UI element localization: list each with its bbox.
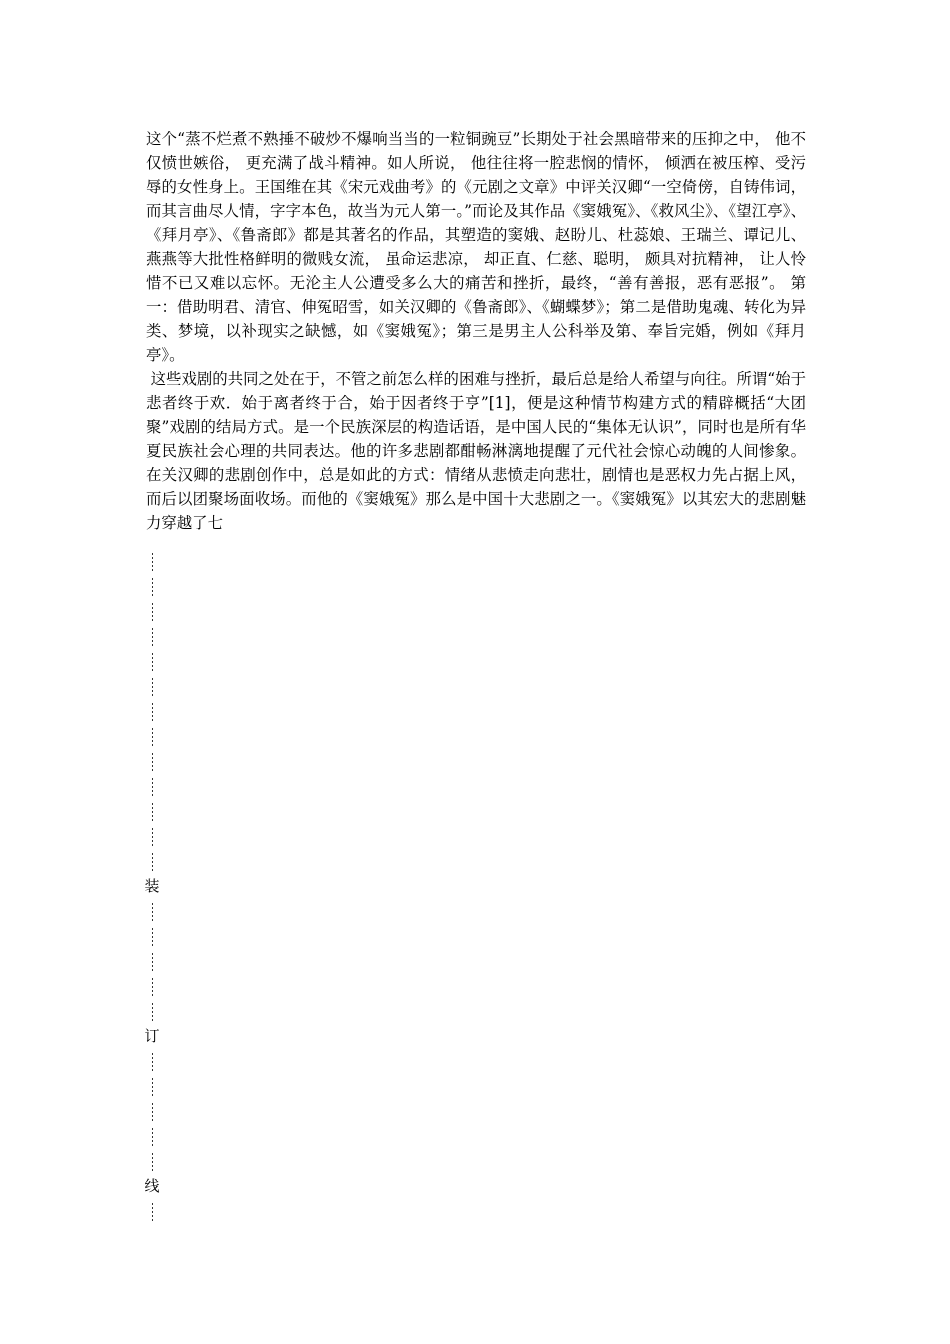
dash-mark — [152, 1003, 153, 1021]
dash-mark — [152, 978, 153, 996]
dash-mark — [152, 1103, 153, 1121]
dash-mark — [152, 928, 153, 946]
binding-char-zhuang: 装 — [144, 877, 160, 895]
dash-mark — [152, 703, 153, 721]
paragraph-2: 这些戏剧的共同之处在于，不管之前怎么样的困难与挫折，最后总是给人希望与向往。所谓“始于悲者终于欢．始于离者终于合，始于因者终于亨”[1]，便是这种情节构建方式的精辟概括“大团聚”戏剧的结局方式。是一个民族深层的构造话语，是中国人民的“集体无认识”，同时也是所有华夏民族社会心理的共同表达。他的许多悲剧都酣畅淋漓地提醒了元代社会惊心动魄的人间惨象。在关汉卿的悲剧创作中，总是如此的方式：情绪从悲愤走向悲壮，剧情也是恶权力先占据上风，而后以团聚场面收场。而他的《窦娥冤》那么是中国十大悲剧之一。《窦娥冤》以其宏大的悲剧魅力穿越了七 — [146, 370, 806, 532]
dash-mark — [152, 953, 153, 971]
dash-mark — [152, 1128, 153, 1146]
dash-mark — [152, 653, 153, 671]
dash-mark — [152, 553, 153, 571]
dash-mark — [152, 728, 153, 746]
dash-mark — [152, 578, 153, 596]
dash-mark — [152, 1203, 153, 1221]
binding-dashes-middle — [152, 900, 153, 1025]
dash-mark — [152, 853, 153, 871]
binding-char-xian: 线 — [144, 1177, 160, 1195]
dash-mark — [152, 628, 153, 646]
dash-mark — [152, 903, 153, 921]
dash-mark — [152, 1078, 153, 1096]
dash-mark — [152, 603, 153, 621]
dash-mark — [152, 678, 153, 696]
dash-mark — [152, 828, 153, 846]
binding-dashes-lower — [152, 1050, 153, 1175]
body-text — [146, 127, 806, 535]
binding-line — [142, 550, 162, 1225]
dash-mark — [152, 803, 153, 821]
dash-mark — [152, 753, 153, 771]
binding-dashes-top — [152, 550, 153, 875]
paragraph-1: 这个“蒸不烂煮不熟捶不破炒不爆响当当的一粒铜豌豆”长期处于社会黑暗带来的压抑之中， 他不仅愤世嫉俗， 更充满了战斗精神。如人所说， 他往往将一腔悲悯的情怀， 倾洒在被压榨、受污辱的女性身上。王国维在其《宋元戏曲考》的《元剧之文章》中评关汉卿“一空倚傍，自铸伟词，而其言曲尽人情，字字本色，故当为元人第一。”而论及其作品《窦娥冤》、《救风尘》、《望江亭》、《拜月亭》、《鲁斋郎》都是其著名的作品，其塑造的窦娥、赵盼儿、杜蕊娘、王瑞兰、谭记儿、燕燕等大批性格鲜明的微贱女流， 虽命运悲凉， 却正直、仁慈、聪明， 颇具对抗精神， 让人怜惜不已又难以忘怀。无沦主人公遭受多么大的痛苦和挫折，最终，“善有善报，恶有恶报”。 第一：借助明君、清官、伸冤昭雪，如关汉卿的《鲁斋郎》、《蝴蝶梦》；第二是借助鬼魂、转化为异类、梦境，以补现实之缺憾，如《窦娥冤》；第三是男主人公科举及第、奉旨完婚，例如《拜月亭》。 — [146, 130, 806, 364]
binding-char-ding: 订 — [144, 1027, 160, 1045]
dash-mark — [152, 1153, 153, 1171]
dash-mark — [152, 778, 153, 796]
binding-dashes-bottom — [152, 1200, 153, 1225]
dash-mark — [152, 1053, 153, 1071]
